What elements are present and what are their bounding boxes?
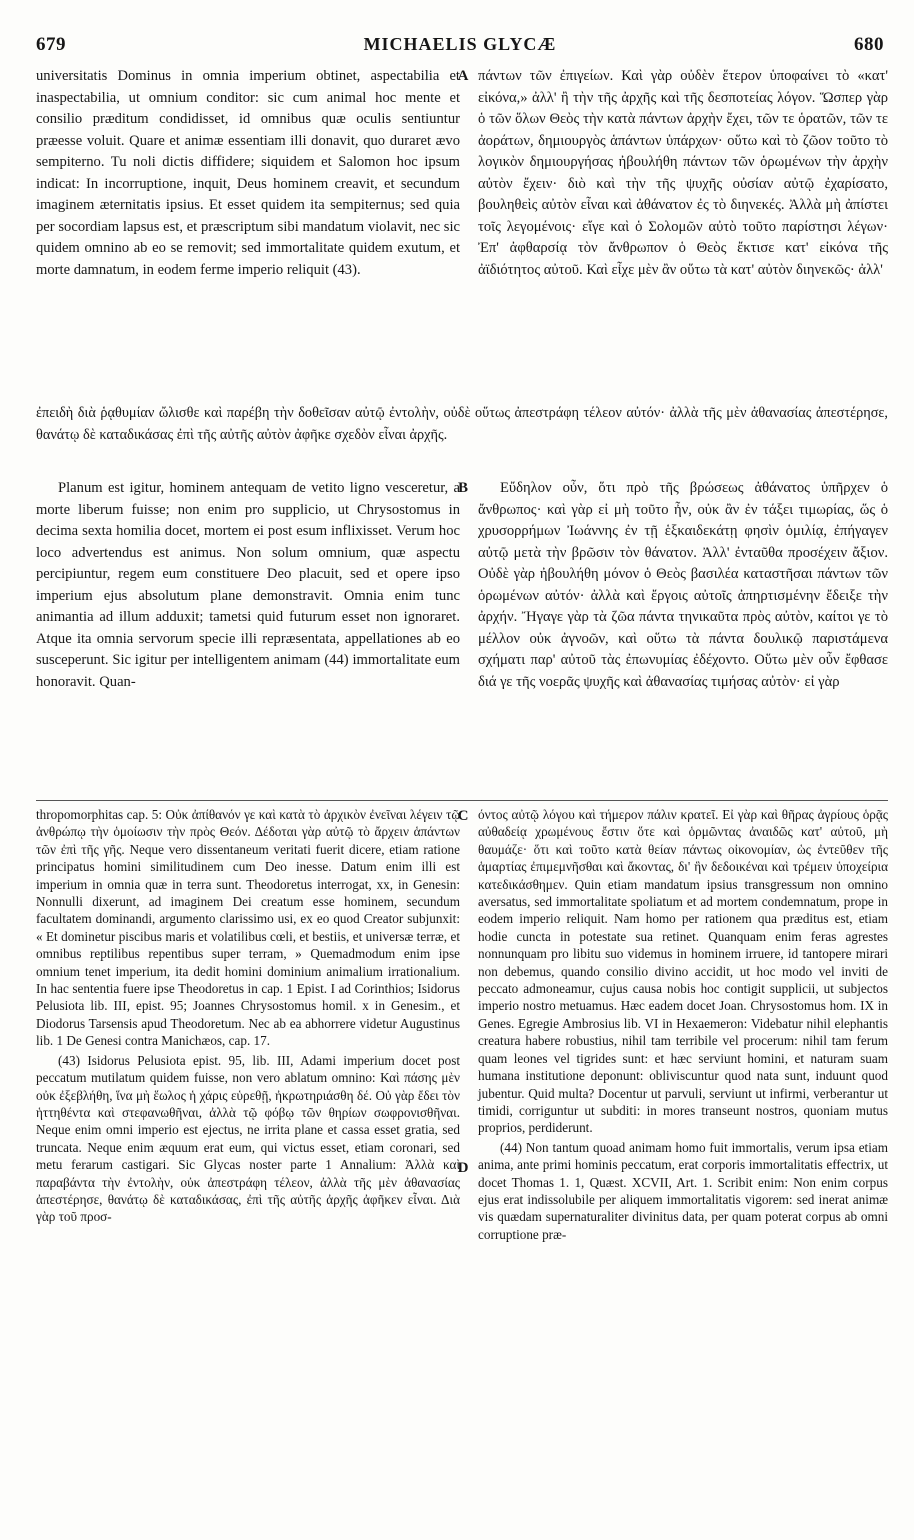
latin-text-a: universitatis Dominus in omnia imperium obtinet, aspectabilia et inaspectabilia, ut omnium conditor: sic cum animal hoc mente et consilio præditum condidisset, id omnibus quæ oculis sentiuntur præesse voluit. Quare et animæ essentiam illi donavit, quo duraret ævo sempiterno. Tu noli dictis diffidere; siquidem et Salomon hoc ipsum indicat: In incorruptione, inquit, Deus hominem creavit, et secundum imaginem æternitatis ipsius. Et esset quidem ita sempiternus; sed quia per socordiam lapsus est, et præscriptum sibi mandatum violavit, nec sic quidem omnino ab eo se removit; sed immortalitate quidem exutum, et morte damnatum, in eodem ferme imperio reliquit (43). [36,68,460,278]
running-title: MICHAELIS GLYCÆ [363,34,557,54]
greek-wide-text-a: ἐπειδὴ διὰ ῥᾳθυμίαν ὤλισθε καὶ παρέβη τὴν δοθεῖσαν αὐτῷ ἐντολὴν, οὐδὲ οὕτως ἀπεστράφη τέλεον αὐτόν· ἀλλὰ τῆς μὲν ἀθανασίας ἀπεστέρησε, θανάτῳ δὲ καταδικάσας ἐπὶ τῆς αὐτῆς αὐτὸν ἀφῆκε σχεδὸν εἶναι ἀρχῆς. [36,405,888,443]
footnote-43: (43) Isidorus Pelusiota epist. 95, lib. III, Adami imperium docet post peccatum mutilatum quidem fuisse, non vero ablatum omnino: Καὶ πάσης μὲν οὐκ ἐξεβλήθη, ἵνα μὴ ἕωλος ἡ χάρις εὑρεθῇ, ἠκρωτηριάσθη δέ. Οὐ γὰρ ἔδει τὸν ἡττηθέντα καὶ στεφανωθῆναι, ἀλλὰ τῷ φόβῳ τῶν θηρίων σωφρονισθῆναι. Neque enim omni imperio est ejectus, ne irrita plane et cassa esset gratia, sed truncata. Neque enim æquum erat eum, qui victus esset, etiam coronari, sed metu ferarum castigari. Sic Glycas noster parte 1 Annalium: Ἀλλὰ καὶ παραβάντα τὴν ἐντολὴν, οὐκ ἀπεστράφη τέλεον, ἀλλὰ τῆς μὲν ἀθανασίας ἀπεστέρησε, θανάτῳ δὲ καταδικάσας, ἐπὶ τῆς αὐτῆς ἀρχῆς ἀφῆκεν εἶναι. Διὰ γὰρ τοῦ προσ- [36,1052,460,1225]
page-number-right: 680 [854,34,884,55]
greek-column-a [478,66,888,281]
latin-column-a [36,66,460,281]
page-number-left: 679 [36,34,66,55]
footnotes-right-column [478,806,888,1245]
footnote-continued: thropomorphitas cap. 5: Οὐκ ἀπίθανόν γε καὶ κατὰ τὸ ἀρχικὸν ἐνεῖναι λέγειν τῷ ἀνθρώπῳ τὴν ὁμοίωσιν τὴν πρὸς Θεόν. Δέδοται γὰρ αὐτῷ τὸ ἄρχειν ἁπάντων τῶν ἐπὶ τῆς γῆς. Neque vero dissentaneum veritati fuerit dicere, etiam ratione principatus homini similitudinem cum Deo inesse. Datum enim illi est imperium in omnia quæ in terra sunt. Theodoretus interrogat, xx, in Genesin: Nonnulli dixerunt, ad imaginem Dei creatum esse hominem, secundum facultatem dominandi, argumento clarissimo usi, ex eo quod Creator subjunxit: « Et dominetur piscibus maris et volatilibus cœli, et bestiis, et universæ terræ, et omnibus reptilibus repentibus super terram, » Quemadmodum enim ipse omnium tenet imperium, ita dedit homini dominium animalium irrationalium. In hac sententia fuere ipse Theodoretus in cap. 1 Epist. I ad Corinthios; Isidorus Pelusiota lib. III, epist. 95; Joannes Chrysostomus homil. x in Genesim., et Diodorus Tarsensis apud Theodoretum. Nec ab ea abhorrere videtur Augustinus lib. 1 De Genesi contra Manichæos, cap. 17. [36,807,460,1049]
footnotes-left-column [36,806,460,1228]
greek-column-b [478,478,888,693]
margin-letter-d: D [457,1160,469,1176]
footnote-43-continued: όντος αὐτῷ λόγου καὶ τήμερον πάλιν κρατεῖ. Εἰ γὰρ καὶ θῆρας ἀγρίους ὁρᾷς αὐθαδείᾳ χρωμένους ἔστιν ὅτε καὶ ὁρμῶντας ἀναιδῶς κατ' αὐτοῦ, μὴ θαυμάζε· ὅτι καὶ τοῦτο κατὰ θείαν πάντως οἰκονομίαν, ὡς ἐντεῦθεν τῆς ἁμαρτίας ἐπιμεμνῆσθαι καὶ ἄκοντας, δι' ἣν δεδοικέναι καὶ τρέμειν ὑποχείρια κατεδικάσθημεν. Quin etiam mandatum ipsius transgressum non omnino aversatus, sed immortalitate spoliatum et ad mortem condemnatum, prope in eodem imperio reliquit. Nam homo per rationem qua præditus est, etiam hodie cuncta in potestate sua retinet. Quanquam enim feras agrestes nonnunquam pro libitu suo videmus in hominem irruere, id tantopere mirari non debemus, quando consilio divino accidit, ut hoc modo vel inviti de peccato admoneamur, cujus causa nobis hoc contigit supplicii, ut subjectos imperio nostro metuamus. Hæc eadem docet Joan. Chrysostomus hom. IX in Genes. Egregie Ambrosius lib. VI in Hexaemeron: Videbatur nihil elephantis creatura habere robustius, nihil tam terribile vel procerum: nihil tam ferum quam leones vel tigrides sunt: et hæc serviunt homini, et naturam suam humana institutione deponunt: obliviscuntur quod nata sunt, induunt quod jubentur. Quid multa? Docentur ut parvuli, serviunt ut infirmi, verberantur ut timidi, corriguntur ut subditi: in mores transeunt nostros, quoniam mutus proprios, perdiderunt. [478,807,888,1136]
latin-column-b [36,478,460,693]
margin-letter-a: A [457,68,469,84]
greek-text-a: πάντων τῶν ἐπιγείων. Καὶ γὰρ οὐδὲν ἕτερον ὑποφαίνει τὸ «κατ' εἰκόνα,» ἀλλ' ἢ τὴν τῆς ἀρχῆς καὶ τῆς δεσποτείας λόγον. Ὥσπερ γὰρ ὁ τῶν ὅλων Θεὸς τὴν κατὰ πάντων ἀρχὴν ἔχει, τῶν τε ὁρατῶν, τῶν τε ἀοράτων, δημιουργὸς ἁπάντων ὑπάρχων· οὕτω καὶ τὸ ζῶον τοῦτο τὸ λογικὸν δημιουργήσας ἠβουλήθη πάντων τῶν ὁρωμένων τὴν ἀρχὴν αὐτὸν ἔχειν· διὸ καὶ τὴν τῆς ψυχῆς οὐσίαν αὐτῷ ἐχαρίσατο, βουληθεὶς αὐτὸν εἶναι καὶ ἀθάνατον ἐς τὸ διηνεκές. Ἀλλὰ μὴ ἀπίστει τοῖς λεγομένοις· εἴγε καὶ ὁ Σολομῶν αὐτὸ τοῦτο παρίστησι λέγων· Ἐπ' ἀφθαρσίᾳ τὸν ἄνθρωπον ὁ Θεὸς ἔκτισε κατ' εἰκόνα τῆς ἀϊδιότητος αὐτοῦ. Καὶ εἶχε μὲν ἂν οὕτω τὰ κατ' αὐτὸν διηνεκῶς· ἀλλ' [478,68,888,278]
greek-text-b: Εὔδηλον οὖν, ὅτι πρὸ τῆς βρώσεως ἀθάνατος ὑπῆρχεν ὁ ἄνθρωπος· καὶ γὰρ εἰ μὴ τοῦτο ἦν, οὐκ ἂν ἐν τάξει τιμωρίας, ὥς ὁ χρυσορρήμων Ἰωάννης ἐν τῇ ἑξκαιδεκάτῃ φησὶν ὁμιλίᾳ, ἐπήγαγεν αὐτῷ μετὰ τὴν βρῶσιν τὸν θάνατον. Ἀλλ' ἐνταῦθα προσέχειν ἄξιον. Οὐδὲ γὰρ ἠβουλήθη μόνον ὁ Θεὸς βασιλέα καταστῆσαι πάντων τῶν ὁρωμένων αὐτόν· ἀλλὰ καὶ ἔργοις αὐτοῖς ἀπηρτισμένην ἔδειξε τὴν ἀρχήν. Ἤγαγε γὰρ τὰ ζῶα πάντα τηνικαῦτα πρὸς αὐτὸν, καίτοι γε τὸ μέλλον οὐκ ἀγνοῶν, καὶ οὕτω τὰ πάντα δουλικῷ παριστάμενα σχήματι παρ' αὐτοῦ τὰς ἐπωνυμίας ἐδέχοντο. Οὕτω μὲν οὖν ἔφθασε διά γε τῆς νοερᾶς ψυχῆς καὶ ἀθανασίας τιμήσας αὐτὸν· εἰ γὰρ [478,480,888,690]
margin-letter-b: B [457,480,468,496]
footnote-rule [36,800,888,801]
latin-text-b: Planum est igitur, hominem antequam de vetito ligno vesceretur, a morte liberum fuisse; non enim pro supplicio, ut Chrysostomus in decima sexta homilia docet, mortem ei post esum inflixisset. Verum hoc loco advertendus est animus. Non solum omnium, quæ aspectu percipiuntur, regem eum constituere Deo placuit, sed et opere ipso imperium ejus absolutum plane demonstravit. Omnia enim tunc animantia ad illum adduxit; tametsi quid futurum esset non ignoraret. Atque ita omnia servorum specie illi repræsentata, appellationes ab eo susceperunt. Sic igitur per intelligentem animam (44) immortalitate eum honoravit. Quan- [36,480,460,690]
margin-letter-c: C [457,808,469,824]
page-header [36,34,884,62]
greek-wide-a [36,403,888,446]
footnote-44: (44) Non tantum quoad animam homo fuit immortalis, verum ipsa etiam anima, ante primi hominis peccatum, erat corporis immortalitatis effectrix, ut docet Thomas 1. 1, Quæst. XCVII, Art. 1. Scribit enim: Non enim corpus ejus erat indissolubile per aliquem immortalitatis vigorem: sed inerat animæ vis quædam supernaturaliter divinitus data, per quam poterat corpus ab omni corruptione præ- [478,1139,888,1242]
